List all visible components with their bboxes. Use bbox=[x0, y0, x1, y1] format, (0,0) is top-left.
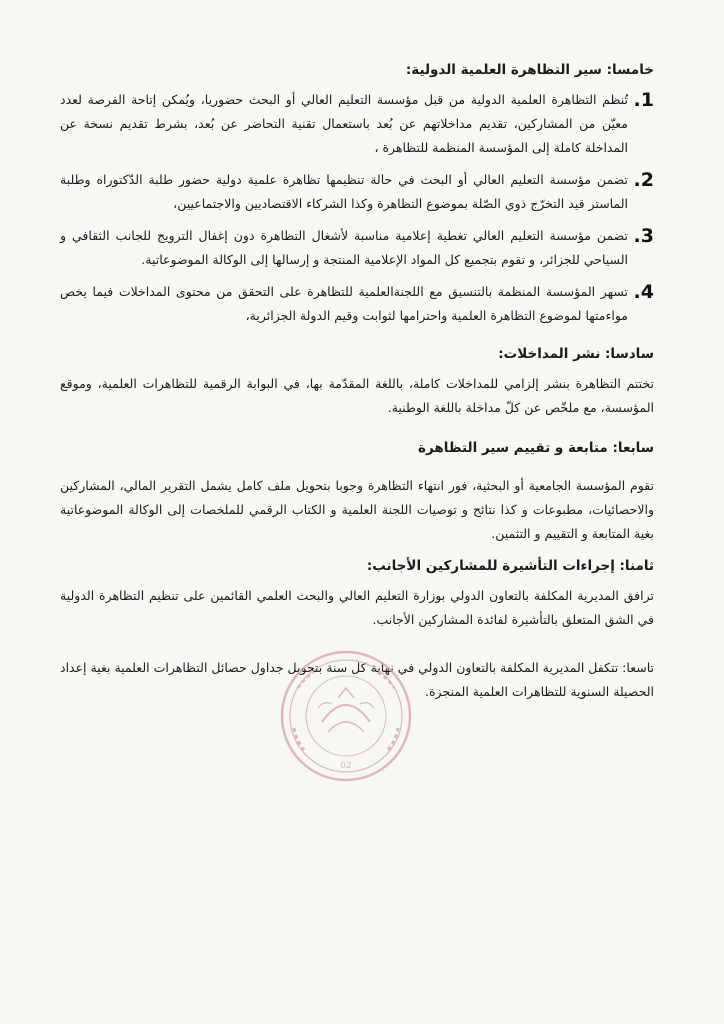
list-item-text: تضمن مؤسسة التعليم العالي أو البحث في حالة تنظيمها تظاهرة علمية دولية حضور طلبة الدّكتوراه وطلبة الماستر قيد التخرّج ذوي الصّلة بموضوع التظاهرة وكذا الشركاء الاقتصاديين والاجتماعيين، bbox=[60, 172, 628, 211]
list-item-text: تُنظم التظاهرة العلمية الدولية من قبل مؤسسة التعليم العالي أو البحث حضوريا، ويُمكن إتاحة الفرصة لعدد معيّن من المشاركين، تقديم مداخلاتهم عن بُعد باستعمال تقنية التحاضر عن بُعد، بشرط تقديم نسخة عن المداخلة كاملة إلى المؤسسة المنظمة للتظاهرة ، bbox=[60, 92, 628, 155]
section-5-title: خامسا: سير التظاهرة العلمية الدولية: bbox=[405, 62, 654, 78]
list-item bbox=[60, 88, 654, 160]
section-9-text: تاسعا: تتكفل المديرية المكلفة بالتعاون الدولي في نهاية كل سنة بتحويل جداول حصائل التظاهرات العلمية بغية إعداد الحصيلة السنوية للتظاهرات العلمية المنجزة. bbox=[60, 660, 654, 699]
stamp-number: 02 bbox=[340, 761, 352, 771]
section-6-text: تختتم التظاهرة بنشر إلزامي للمداخلات كاملة، باللغة المقدّمة بها، في البوابة الرقمية للتظاهرات العلمية، وموقع المؤسسة، مع ملخّص عن كلّ مداخلة باللغة الوطنية. bbox=[60, 376, 654, 415]
section-8-text: ترافق المديرية المكلفة بالتعاون الدولي بوزارة التعليم العالي والبحث العلمي القائمين على تنظيم التظاهرة الدولية في الشق المتعلق بالتأشيرة لفائدة المشاركين الأجانب. bbox=[60, 588, 654, 627]
list-item-number: 1. bbox=[633, 89, 654, 111]
list-item-number: 2. bbox=[633, 169, 654, 191]
section-6-title: سادسا: نشر المداخلات: bbox=[498, 346, 654, 362]
list-item bbox=[60, 280, 654, 328]
list-item-number: 3. bbox=[633, 225, 654, 247]
section-7-text: تقوم المؤسسة الجامعية أو البحثية، فور انتهاء التظاهرة وجوبا بتحويل ملف كامل يشمل التقرير المالي، المشاركين والاحصائيات، مطبوعات و كذا نتائج و توصيات اللجنة العلمية و الكتاب الرقمي للملخصات إلى الوكالة الموضوعاتية بغية المتابعة و التقييم و التثمين. bbox=[60, 478, 654, 541]
list-item-number: 4. bbox=[633, 281, 654, 303]
list-item-text: تسهر المؤسسة المنظمة بالتنسيق مع اللجنةالعلمية للتظاهرة على التحقق من محتوى المداخلات فيما يخص مواءمتها لموضوع التظاهرة العلمية واحترامها لثوابت وقيم الدولة الجزائرية، bbox=[60, 284, 628, 323]
section-7-title: سابعا: متابعة و تقييم سير التظاهرة bbox=[418, 440, 654, 456]
section-8-title: ثامنا: إجراءات التأشيرة للمشاركين الأجانب: bbox=[366, 558, 654, 574]
list-item-text: تضمن مؤسسة التعليم العالي تغطية إعلامية مناسبة لأشغال التظاهرة دون إغفال الترويج للجانب الثقافي و السياحي للجزائر، و تقوم بتجميع كل المواد الإعلامية المنتجة و إرسالها إلى الوكالة الموضوعاتية. bbox=[60, 228, 628, 267]
list-item bbox=[60, 224, 654, 272]
list-item bbox=[60, 168, 654, 216]
